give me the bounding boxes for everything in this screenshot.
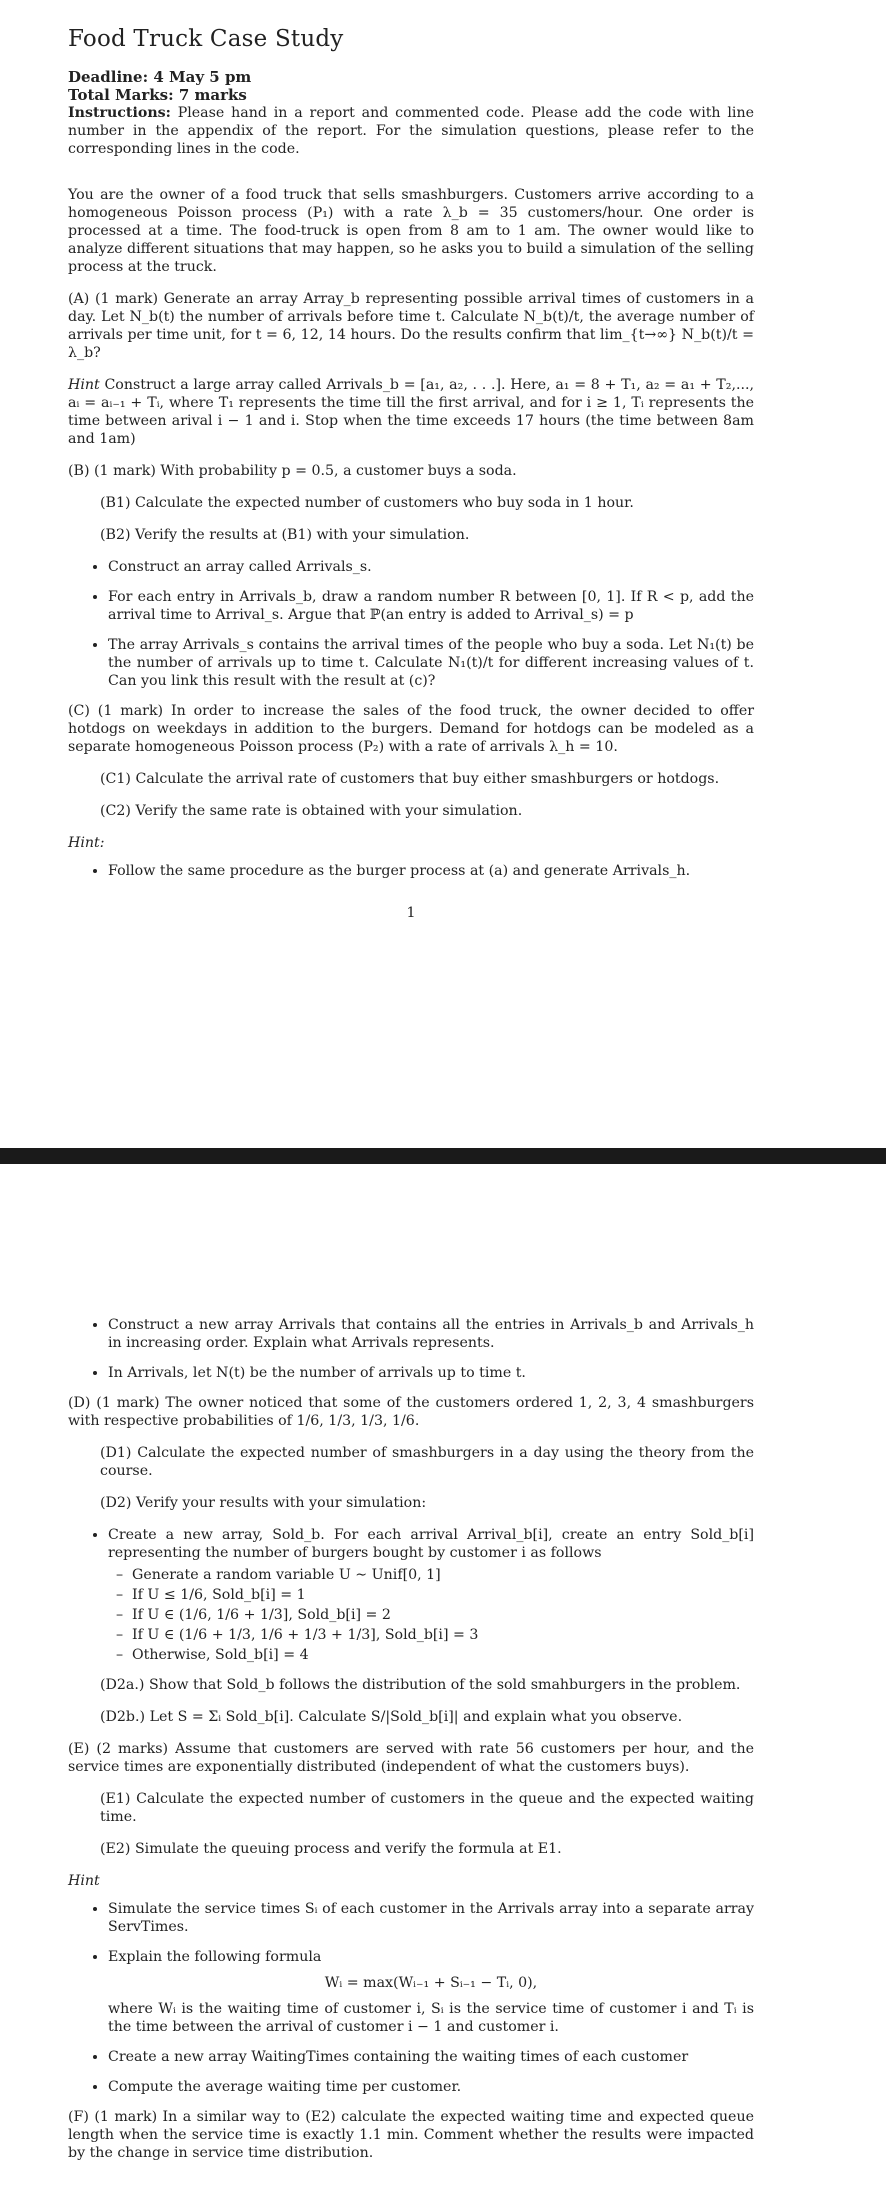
bullets-b: [68, 558, 754, 690]
instructions-text: Please hand in a report and commented code. Please add the code with line number in the appendix of the report. For the simulation questions, please refer to the corresponding lines in the code.: [68, 105, 754, 157]
bullet-c-1: • Follow the same procedure as the burger process at (a) and generate Arrivals_h.: [108, 862, 754, 880]
hint-c-label: Hint:: [68, 835, 105, 851]
part-b2: (B2) Verify the results at (B1) with your simulation.: [100, 527, 470, 543]
part-d: (D) (1 mark) The owner noticed that some of the customers ordered 1, 2, 3, 4 smashburgers with respective probabilities of 1/6, 1/3, 1/3, 1/6.: [68, 1395, 754, 1429]
part-e: (E) (2 marks) Assume that customers are served with rate 56 customers per hour, and the service times are exponentially distributed (independent of what the customers buys).: [68, 1741, 754, 1775]
bullet-e-4: • Compute the average waiting time per customer.: [108, 2078, 754, 2096]
page-2-content: [68, 1316, 754, 2176]
bullet-e-2-text: Explain the following formula: [108, 1949, 322, 1965]
part-e2: (E2) Simulate the queuing process and verify the formula at E1.: [100, 1841, 562, 1857]
sub-list-d: [108, 1566, 754, 1664]
part-d1: (D1) Calculate the expected number of smashburgers in a day using the theory from the course.: [100, 1445, 754, 1479]
bullet-d-1: [108, 1526, 754, 1664]
bullets-d: [68, 1526, 754, 1664]
sub-d-1: – Generate a random variable U ∼ Unif[0, 1]: [132, 1566, 754, 1584]
bullet-e-2: [108, 1948, 754, 2036]
part-d2a: (D2a.) Show that Sold_b follows the distribution of the sold smahburgers in the problem.: [100, 1677, 741, 1693]
bullet-e-3: • Create a new array WaitingTimes containing the waiting times of each customer: [108, 2048, 754, 2066]
bullets-page2: [68, 1316, 754, 1382]
sub-d-5: – Otherwise, Sold_b[i] = 4: [132, 1646, 754, 1664]
part-c: (C) (1 mark) In order to increase the sales of the food truck, the owner decided to offer hotdogs on weekdays in addition to the burgers. Demand for hotdogs can be modeled as a separate homogeneous Poisson process (P₂) with a rate of arrivals λ_h = 10.: [68, 703, 754, 755]
part-c2: (C2) Verify the same rate is obtained with your simulation.: [100, 803, 523, 819]
part-b: (B) (1 mark) With probability p = 0.5, a customer buys a soda.: [68, 463, 517, 479]
part-a: (A) (1 mark) Generate an array Array_b representing possible arrival times of customers in a day. Let N_b(t) the number of arrivals before time t. Calculate N_b(t)/t, the average number of arrivals per time unit, for t = 6, 12, 14 hours. Do the results confirm that lim_{t→∞} N_b(t)/t = λ_b?: [68, 291, 754, 361]
sub-d-2: – If U ≤ 1/6, Sold_b[i] = 1: [132, 1586, 754, 1604]
page-1-content: [68, 26, 754, 922]
page-2: [0, 1164, 886, 2208]
bullet-b-2: • For each entry in Arrivals_b, draw a random number R between [0, 1]. If R < p, add the arrival time to Arrival_s. Argue that ℙ(an entry is added to Arrival_s) = p: [108, 588, 754, 624]
waiting-time-formula: Wᵢ = max(Wᵢ₋₁ + Sᵢ₋₁ − Tᵢ, 0),: [324, 1975, 538, 1991]
page-number: 1: [406, 905, 416, 921]
document-title: Food Truck Case Study: [68, 26, 344, 52]
bullet-d-text: Create a new array, Sold_b. For each arrival Arrival_b[i], create an entry Sold_b[i] representing the number of burgers bought by customer i as follows: [108, 1527, 754, 1561]
part-d2: (D2) Verify your results with your simulation:: [100, 1495, 427, 1511]
bullet-arrivals: • Construct a new array Arrivals that contains all the entries in Arrivals_b and Arrivals_h in increasing order. Explain what Arrivals represents.: [108, 1316, 754, 1352]
bullet-n-t: • In Arrivals, let N(t) be the number of arrivals up to time t.: [108, 1364, 754, 1382]
intro-paragraph: You are the owner of a food truck that sells smashburgers. Customers arrive according to a homogeneous Poisson process (P₁) with a rate λ_b = 35 customers/hour. One order is processed at a time. The food-truck is open from 8 am to 1 am. The owner would like to analyze different situations that may happen, so he asks you to build a simulation of the selling process at the truck.: [68, 187, 754, 275]
bullets-c: [68, 862, 754, 880]
part-c1: (C1) Calculate the arrival rate of customers that buy either smashburgers or hotdogs.: [100, 771, 720, 787]
hint-e-label: Hint: [68, 1873, 100, 1889]
page-separator: [0, 1148, 886, 1164]
sub-d-3: – If U ∈ (1/6, 1/6 + 1/3], Sold_b[i] = 2: [132, 1606, 754, 1624]
instructions-label: Instructions:: [68, 105, 171, 121]
part-f: (F) (1 mark) In a similar way to (E2) calculate the expected waiting time and expected queue length when the service time is exactly 1.1 min. Comment whether the results were impacted by the change in service time distribution.: [68, 2109, 754, 2161]
sub-d-4: – If U ∈ (1/6 + 1/3, 1/6 + 1/3 + 1/3], Sold_b[i] = 3: [132, 1626, 754, 1644]
bullet-e-1: • Simulate the service times Sᵢ of each customer in the Arrivals array into a separate array ServTimes.: [108, 1900, 754, 1936]
bullet-b-1: • Construct an array called Arrivals_s.: [108, 558, 754, 576]
part-e1: (E1) Calculate the expected number of customers in the queue and the expected waiting time.: [100, 1791, 754, 1825]
total-marks: Total Marks: 7 marks: [68, 86, 247, 104]
bullet-b-3: • The array Arrivals_s contains the arrival times of the people who buy a soda. Let N₁(t) be the number of arrivals up to time t. Calculate N₁(t)/t for different increasing values of t. Can you link this result with the result at (c)?: [108, 636, 754, 690]
part-d2b: (D2b.) Let S = Σᵢ Sold_b[i]. Calculate S/|Sold_b[i]| and explain what you observe.: [100, 1709, 683, 1725]
part-b1: (B1) Calculate the expected number of customers who buy soda in 1 hour.: [100, 495, 634, 511]
hint-a-text: Construct a large array called Arrivals_b = [a₁, a₂, . . .]. Here, a₁ = 8 + T₁, a₂ = a₁ + T₂,..., aᵢ = aᵢ₋₁ + Tᵢ, where T₁ represents the time till the first arrival, and for i ≥ 1, Tᵢ represents the time between arival i − 1 and i. Stop when the time exceeds 17 hours (the time between 8am and 1am): [68, 377, 754, 447]
hint-a-label: Hint: [68, 377, 100, 393]
formula-explanation: where Wᵢ is the waiting time of customer i, Sᵢ is the service time of customer i and Tᵢ is the time between the arrival of customer i − 1 and customer i.: [108, 2001, 754, 2035]
bullets-e: [68, 1900, 754, 2096]
deadline: Deadline: 4 May 5 pm: [68, 68, 252, 86]
